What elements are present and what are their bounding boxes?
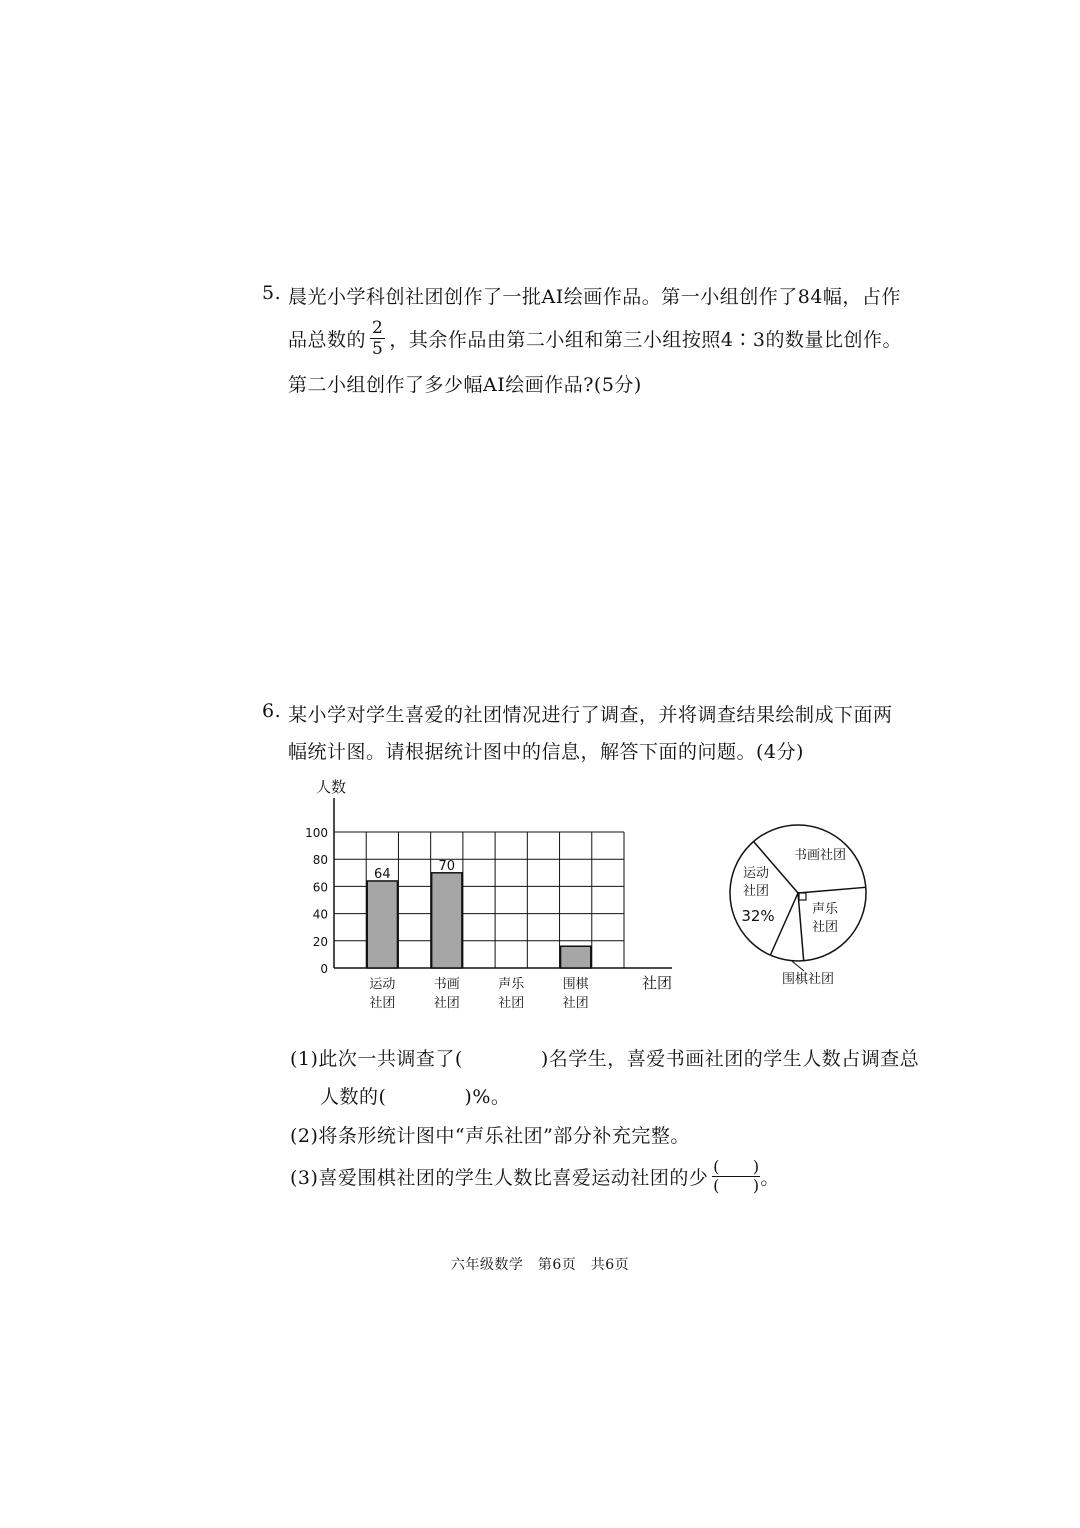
bar [561,946,591,968]
q6-sub1-line1: (1)此次一共调查了( )名学生，喜爱书画社团的学生人数占调查总 [290,1048,920,1070]
q6-sub3-blank-fraction [712,1158,760,1195]
x-category-label: 书画 [433,977,460,992]
x-category-label: 社团 [498,996,525,1011]
q6-sub3-text: (3)喜爱围棋社团的学生人数比喜爱运动社团的少 [290,1167,709,1189]
q5-line3: 第二小组创作了多少幅AI绘画作品?(5分) [288,374,642,396]
y-tick-label: 80 [312,853,328,868]
pie-slice-label: 声乐 [811,902,839,917]
pie-leader-line [791,961,804,971]
q5-line2-pre: 品总数的 [288,329,367,351]
q5-fraction-den: 5 [372,339,384,359]
x-category-label: 社团 [433,996,460,1011]
x-category-label: 声乐 [498,977,525,992]
q5-fraction [370,318,385,359]
pie-slice-label: 围棋社团 [781,972,835,987]
q5-line2-post: ，其余作品由第二小组和第三小组按照4∶3的数量比创作。 [389,329,903,351]
q6-sub3-blank-den: ( ) [713,1176,760,1195]
bar-chart [290,770,700,1020]
q6-sub1-line2: 人数的( )%。 [320,1086,511,1108]
y-tick-label: 0 [320,962,328,976]
y-tick-label: 60 [312,880,328,895]
q6-sub3 [290,1158,780,1195]
y-tick-label: 20 [312,934,328,949]
q5-line1: 晨光小学科创社团创作了一批AI绘画作品。第一小组创作了84幅，占作 [288,286,901,308]
x-axis-title: 社团 [642,974,673,992]
y-tick-label: 40 [312,907,328,922]
pie-chart [720,815,890,995]
q6-sub3-blank-num: ( ) [713,1157,760,1176]
x-category-label: 社团 [562,996,589,1011]
q6-number: 6. [262,700,282,722]
pie-slice-label: 社团 [742,884,770,899]
bar-data-label: 70 [438,858,456,874]
q5-number: 5. [262,282,282,304]
q6-line1: 某小学对学生喜爱的社团情况进行了调查，并将调查结果绘制成下面两 [288,704,893,726]
x-category-label: 围棋 [562,977,589,992]
y-tick-label: 100 [305,826,328,840]
pie-slice-label: 运动 [742,866,770,881]
q5-fraction-num: 2 [372,318,384,338]
x-category-label: 社团 [369,996,396,1011]
pie-slice-value: 32% [741,907,775,925]
bar-data-label: 64 [374,866,391,882]
x-category-label: 运动 [369,977,396,992]
bar [432,873,462,968]
pie-slice-label: 书画社团 [793,848,847,863]
y-axis-title: 人数 [316,778,347,796]
page-footer: 六年级数学 第6页 共6页 [450,1257,630,1273]
pie-slice-label: 社团 [811,920,839,935]
q6-sub3-end: 。 [760,1167,780,1189]
q6-line2: 幅统计图。请根据统计图中的信息，解答下面的问题。(4分) [288,741,804,763]
bar [367,881,397,968]
q6-sub2: (2)将条形统计图中“声乐社团”部分补充完整。 [290,1125,690,1147]
q5-line2 [288,318,902,359]
